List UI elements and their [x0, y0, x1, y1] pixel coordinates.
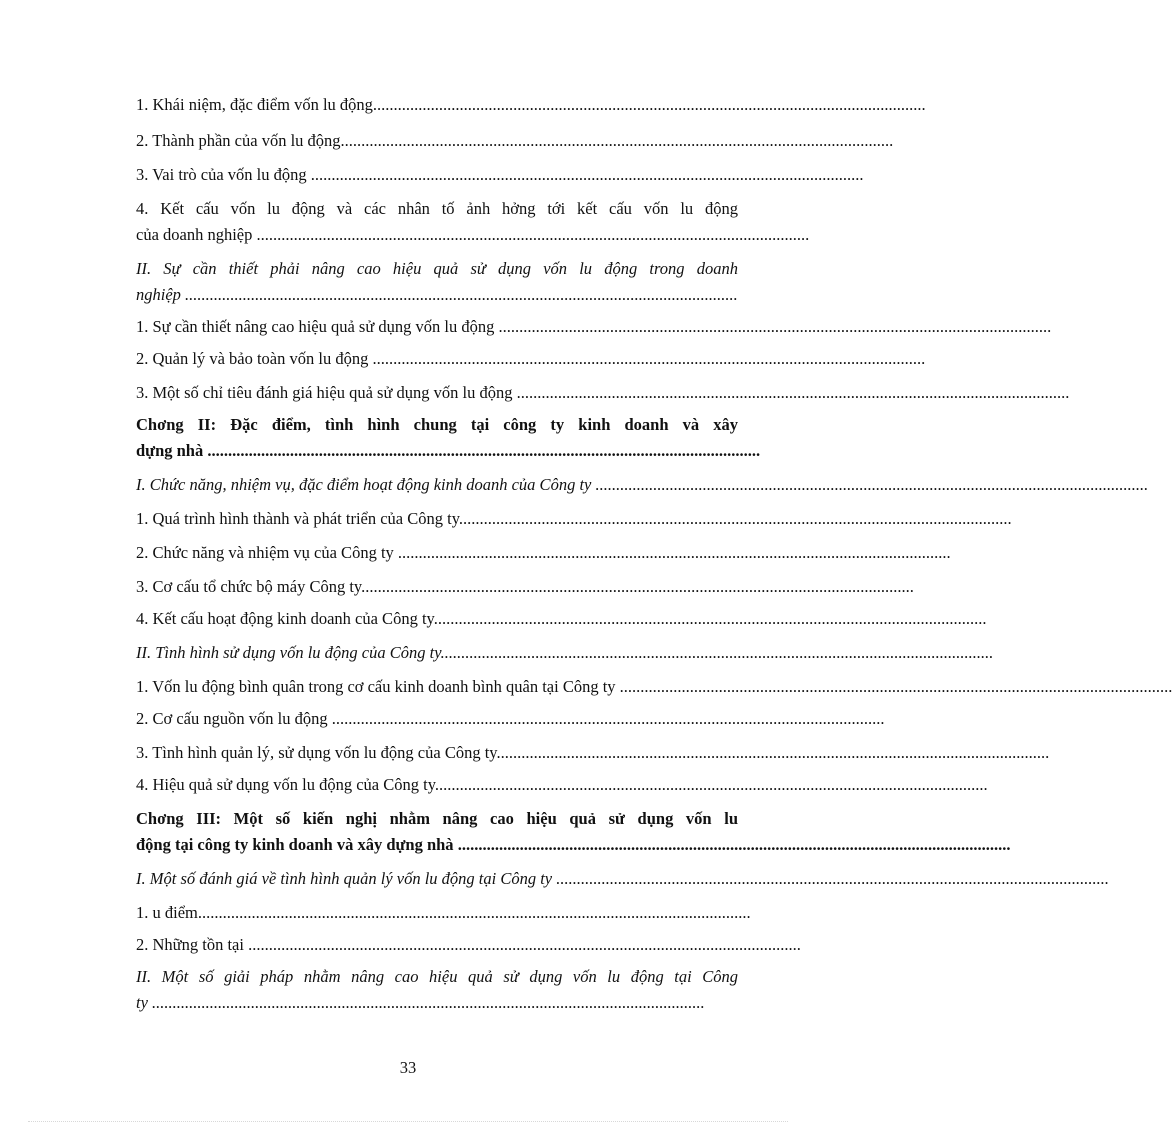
toc-leader-dots: ......................................................................................................................................: [372, 95, 926, 114]
toc-entry-title-line1: 4. Kết cấu vốn lu động và các nhân tố ảnh hởng tới kết cấu vốn lu động: [136, 199, 738, 218]
toc-leader-dots: ......................................................................................................................................: [433, 609, 987, 628]
toc-leader-dots: ......................................................................................................................................: [516, 383, 1070, 402]
toc-entry-title-line2: của doanh nghiệp: [136, 225, 257, 244]
toc-entry-title: 2. Chức năng và nhiệm vụ của Công ty: [136, 543, 398, 562]
toc-leader-dots: ......................................................................................................................................: [331, 709, 885, 728]
toc-entry: [136, 412, 761, 464]
toc-entry: [136, 314, 1052, 340]
toc-entry: [136, 772, 988, 798]
toc-entry-title: 2. Quản lý và bảo toàn vốn lu động: [136, 349, 373, 368]
toc-leader-dots: ......................................................................................................................................: [207, 441, 761, 460]
toc-entry-title: II. Tình hình sử dụng vốn lu động của Công ty: [136, 643, 441, 662]
toc-entry: [136, 162, 864, 188]
toc-entry: [136, 932, 801, 958]
toc-entry-title-line2: nghiệp: [136, 285, 186, 304]
toc-leader-dots: ......................................................................................................................................: [197, 903, 751, 922]
toc-entry-title: I. Một số đánh giá về tình hình quản lý vốn lu động tại Công ty: [136, 869, 557, 888]
toc-entry: [136, 900, 751, 926]
toc-leader-dots: ......................................................................................................................................: [496, 743, 1050, 762]
toc-entry-title: 1. Sự cần thiết nâng cao hiệu quả sử dụng vốn lu động: [136, 317, 499, 336]
toc-entry-title: 3. Cơ cấu tổ chức bộ máy Công ty: [136, 577, 362, 596]
toc-leader-dots: ......................................................................................................................................: [498, 317, 1052, 336]
toc-entry-title: 3. Tình hình quản lý, sử dụng vốn lu động của Công ty: [136, 743, 497, 762]
toc-entry-title: 4. Hiệu quả sử dụng vốn lu động của Công ty: [136, 775, 435, 794]
toc-leader-dots: ......................................................................................................................................: [595, 475, 1149, 494]
toc-entry: [136, 574, 914, 600]
toc-entry: [136, 506, 1012, 532]
toc-entry: [136, 640, 994, 666]
toc-entry-title: 2. Cơ cấu nguồn vốn lu động: [136, 709, 332, 728]
toc-entry-line2: [136, 222, 810, 248]
toc-entry: [136, 540, 951, 566]
toc-entry-title-line2: dựng nhà: [136, 441, 208, 460]
toc-leader-dots: ......................................................................................................................................: [185, 285, 738, 304]
toc-entry-title: 1. Khái niệm, đặc điểm vốn lu động: [136, 95, 373, 114]
toc-leader-dots: ......................................................................................................................................: [152, 993, 705, 1012]
toc-entry-line2: [136, 438, 761, 464]
toc-entry: [136, 806, 1011, 858]
toc-entry: [136, 674, 1172, 700]
toc-entry-title: 2. Những tồn tại: [136, 935, 249, 954]
toc-entry-title-line1: II. Sự cần thiết phải nâng cao hiệu quả sử dụng vốn lu động trong doanh: [136, 259, 738, 278]
toc-leader-dots: ......................................................................................................................................: [248, 935, 801, 954]
toc-entry-title-line1: Chơng II: Đặc điểm, tình hình chung tại công ty kinh doanh và xây: [136, 415, 738, 434]
toc-leader-dots: ......................................................................................................................................: [619, 677, 1172, 696]
toc-entry: [136, 606, 987, 632]
toc-entry: [136, 92, 926, 118]
toc-entry-title: 3. Vai trò của vốn lu động: [136, 165, 311, 184]
toc-entry: [136, 866, 1110, 892]
toc-entry-title: 4. Kết cấu hoạt động kinh doanh của Công ty: [136, 609, 434, 628]
toc-entry-title: 1. Quá trình hình thành và phát triển của Công ty: [136, 509, 459, 528]
toc-leader-dots: ......................................................................................................................................: [256, 225, 810, 244]
toc-entry: [136, 472, 1149, 498]
page-number: 33: [399, 1058, 417, 1077]
toc-entry-title-line2: ty: [136, 993, 153, 1012]
toc-leader-dots: ......................................................................................................................................: [361, 577, 914, 596]
toc-entry-title-line1: Chơng III: Một số kiến nghị nhằm nâng cao hiệu quả sử dụng vốn lu: [136, 809, 738, 828]
toc-entry: [136, 964, 738, 1016]
toc-leader-dots: ......................................................................................................................................: [556, 869, 1110, 888]
toc-entry: [136, 196, 810, 248]
toc-leader-dots: ......................................................................................................................................: [397, 543, 951, 562]
toc-leader-dots: ......................................................................................................................................: [372, 349, 926, 368]
toc-entry: [136, 380, 1070, 406]
toc-leader-dots: ......................................................................................................................................: [458, 509, 1012, 528]
toc-entry-title: 1. u điểm: [136, 903, 198, 922]
toc-entry-title: 1. Vốn lu động bình quân trong cơ cấu kinh doanh bình quân tại Công ty: [136, 677, 620, 696]
toc-leader-dots: ......................................................................................................................................: [440, 643, 994, 662]
toc-leader-dots: ......................................................................................................................................: [340, 131, 894, 150]
toc-entry-title: 3. Một số chỉ tiêu đánh giá hiệu quả sử dụng vốn lu động: [136, 383, 517, 402]
toc-entry-line2: [136, 832, 1011, 858]
toc-leader-dots: ......................................................................................................................................: [310, 165, 864, 184]
toc-entry-title: I. Chức năng, nhiệm vụ, đặc điểm hoạt động kinh doanh của Công ty: [136, 475, 596, 494]
toc-entry-line2: [136, 990, 738, 1016]
bottom-divider: [28, 1121, 788, 1122]
toc-entry: [136, 740, 1050, 766]
toc-entry-line2: [136, 282, 738, 308]
toc-entry: [136, 128, 894, 154]
toc-entry-title: 2. Thành phần của vốn lu động: [136, 131, 341, 150]
toc-entry: [136, 256, 738, 308]
toc-leader-dots: ......................................................................................................................................: [457, 835, 1011, 854]
toc-leader-dots: ......................................................................................................................................: [434, 775, 988, 794]
toc-entry: [136, 346, 926, 372]
toc-entry-title-line1: II. Một số giải pháp nhằm nâng cao hiệu quả sử dụng vốn lu động tại Công: [136, 967, 738, 986]
toc-entry: [136, 706, 885, 732]
toc-entry-title-line2: động tại công ty kinh doanh và xây dựng nhà: [136, 835, 458, 854]
